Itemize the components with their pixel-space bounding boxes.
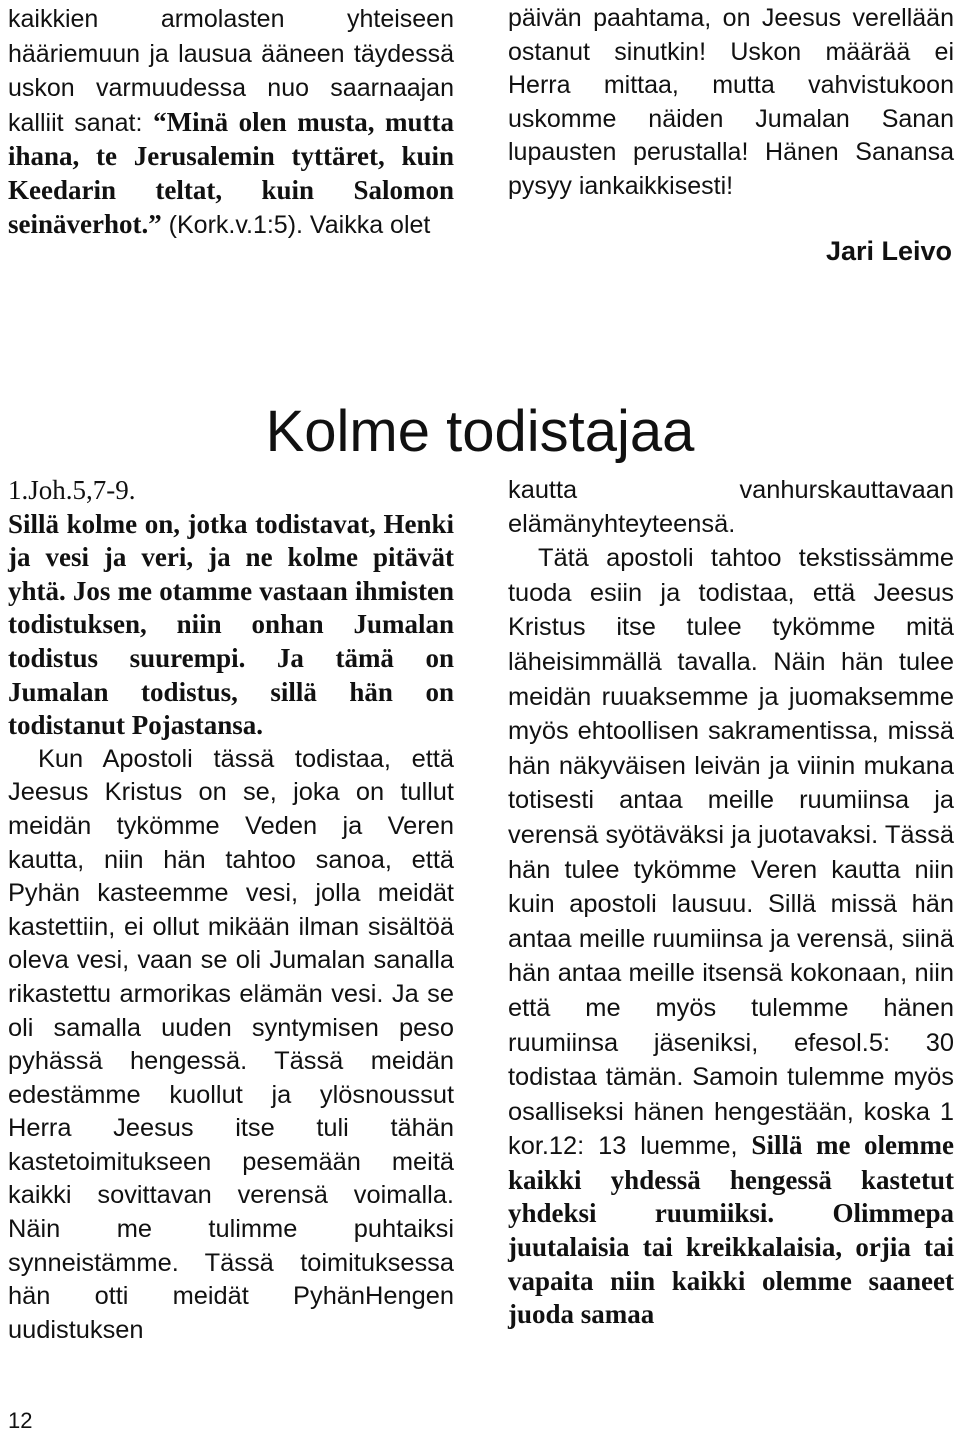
top-left-column bbox=[8, 2, 454, 242]
article-body-right-first: kautta vanhurskauttavaan elämänyhteyteensä. bbox=[508, 476, 954, 538]
song-quote: “Minä olen musta, mutta ihana, te Jerusalemin tyttäret, kuin Keedarin teltat, kuin Salomon seinäverhot.” bbox=[8, 106, 455, 239]
top-right-column bbox=[508, 2, 954, 204]
author-signature: Jari Leivo bbox=[825, 236, 952, 266]
article-body-right-paragraph bbox=[508, 541, 954, 1332]
article-right-column bbox=[508, 474, 954, 1332]
bible-verse: Sillä kolme on, jotka todistavat, Henki ja vesi ja veri, ja ne kolme pitävät yhtä. Jos me otamme vastaan ihmisten todistuksen, niin onhan Jumalan todistus suurempi. Ja tämä on Jumalan todistus, sillä hän on todistanut Pojastansa. bbox=[8, 508, 454, 741]
top-left-continuation: Vaikka olet bbox=[309, 210, 431, 239]
page-number: 12 bbox=[8, 1408, 33, 1433]
top-right-paragraph: päivän paahtama, on Jeesus verellään ostanut sinutkin! Uskon määrää ei Herra mittaa, mutta vahvistukoon uskomme näiden Jumalan Sanan lupausten perustalla! Hänen Sanansa pysyy iankaikkisesti! bbox=[508, 4, 954, 200]
quote-citation: (Kork.v.1:5). bbox=[161, 210, 310, 239]
article-body-right: Tätä apostoli tahtoo tekstissämme tuoda esiin ja todistaa, että Jeesus Kristus itse tulee tykömme mitä läheisimmällä tavalla. Näin hän tulee meidän ruuaksemme ja juomaksemme myös ehtoollisen sakramentissa, missä hän näkyväisen leivän ja viinin mukana totisesti antaa meille ruumiinsa ja verensä syötäväksi ja juotavaksi. Tässä hän tulee tykömme Veren kautta niin kuin apostoli lausuu. Sillä missä hän antaa meille ruumiinsa ja verensä, siinä hän antaa meille itsensä kokonaan, niin että me myös tulemme hänen ruumiinsa jäseniksi, efesol.5: 30 todistaa tämän. Samoin tulemme myös osalliseksi hänen hengestään, koska 1 kor.12: 13 luemme, bbox=[508, 544, 954, 1161]
top-left-text: kaikkien armolasten yhteiseen hääriemuun ja lausua ääneen täydessä uskon varmuudessa nuo saarnaajan kalliit sanat: bbox=[8, 5, 454, 137]
bible-quote-right: Sillä me olemme kaikki yhdessä hengessä kastetut yhdeksi ruumiiksi. Olimmepa juutalaisia tai kreikkalaisia, orjia tai vapaita niin kaikki olemme saaneet juoda samaa bbox=[508, 1130, 954, 1330]
article-body-left: Kun Apostoli tässä todistaa, että Jeesus Kristus on se, joka on tullut meidän tykömme Veden ja Veren kautta, niin hän tahtoo sanoa, että Pyhän kasteemme vesi, jolla meidät kastettiin, ei ollut mikään ilman sisältöä oleva vesi, vaan se oli Jumalan sanalla rikastettu armorikas elämän vesi. Ja se oli samalla uuden syntymisen peso pyhässä hengessä. Tässä meidän edestämme kuollut ja ylösnoussut Herra Jeesus itse tuli tähän kastetoimitukseen pesemään meitä kaikki sovittavan verensä voimalla. Näin me tulimme puhtaiksi synneistämme. Tässä toimituksessa hän otti meidät PyhänHengen uudistuksen bbox=[8, 744, 454, 1344]
top-left-paragraph bbox=[8, 2, 454, 242]
article-title: Kolme todistajaa bbox=[265, 398, 695, 464]
bible-reference: 1.Joh.5,7-9. bbox=[8, 475, 136, 505]
article-left-column bbox=[8, 474, 454, 1347]
